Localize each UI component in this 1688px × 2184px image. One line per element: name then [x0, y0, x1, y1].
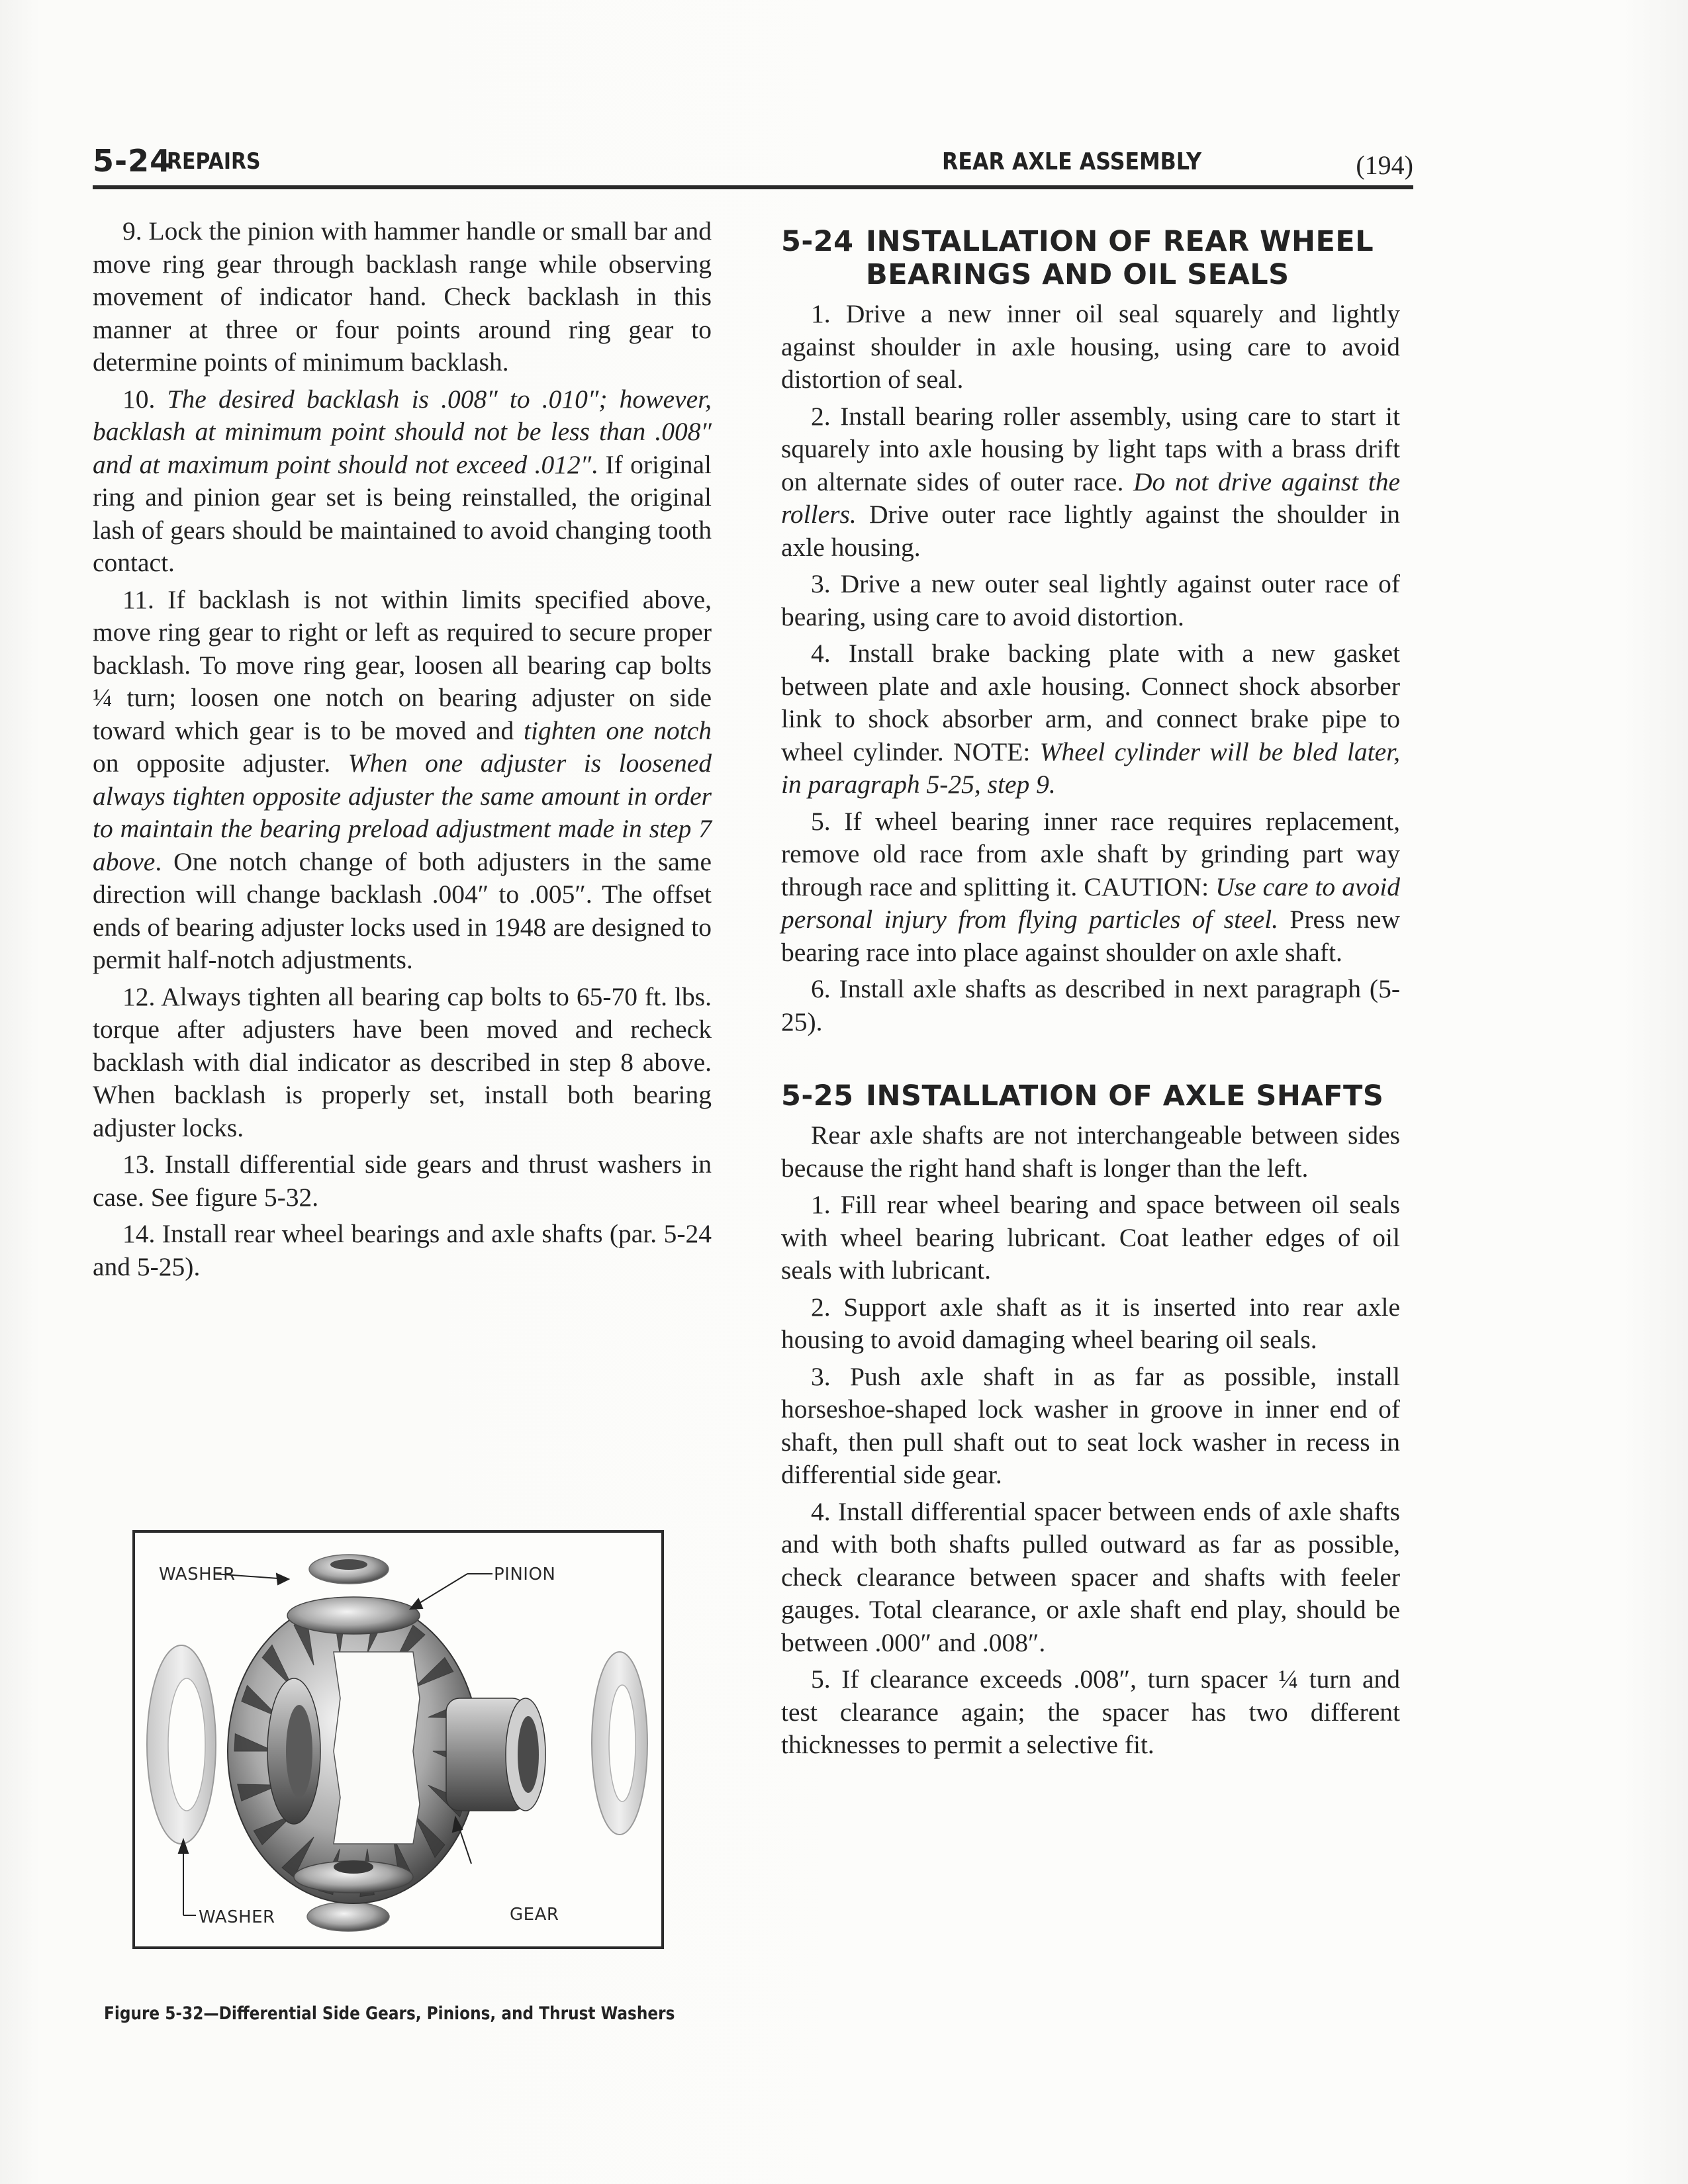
- step-paragraph: [93, 215, 712, 379]
- step-number: 5.: [811, 806, 831, 836]
- section-heading-5-25: [781, 1079, 1400, 1113]
- label-gear: GEAR: [510, 1905, 559, 1925]
- step-number: 1.: [811, 1190, 831, 1219]
- body-text: If clearance exceeds .008″, turn spacer ¼ turn and test clearance again; the spacer has two different thicknesses to permit a selective fit.: [781, 1664, 1400, 1759]
- body-text: Drive a new inner oil seal squarely and lightly against shoulder in axle housing, using care to avoid distortion of seal.: [781, 299, 1400, 394]
- step-paragraph: [781, 1361, 1400, 1492]
- body-text: If wheel bearing inner race requires replacement, remove old race from axle shaft by grinding part way through race and splitting it. CAUTION:: [781, 806, 1400, 901]
- step-paragraph: [781, 568, 1400, 633]
- figure-differential-gears: [132, 1530, 664, 1949]
- body-text: Install axle shafts as described in next paragraph (5-25).: [781, 974, 1400, 1036]
- step-number: 3.: [811, 569, 831, 598]
- emphasis-text: Do not drive against the rollers.: [781, 467, 1400, 529]
- body-text: Install bearing roller assembly, using care to start it squarely into axle housing by light taps with a brass drift on alternate sides of outer race.: [781, 401, 1400, 496]
- arrow-head: [277, 1574, 289, 1584]
- body-text: . One notch change of both adjusters in the same direction will change backlash .004″ to .005″. The offset ends of bearing adjuster locks used in 1948 are designed to permit half-notch adjustments.: [93, 846, 712, 974]
- body-text: Drive a new outer seal lightly against outer race of bearing, using care to avoid distortion.: [781, 569, 1400, 631]
- step-number: 9.: [122, 216, 142, 246]
- emphasis-text: Use care to avoid personal injury from flying particles of steel.: [781, 872, 1400, 934]
- body-text: Install rear wheel bearings and axle shafts (par. 5-24 and 5-25).: [93, 1219, 712, 1281]
- label-washer-bottom: WASHER: [199, 1907, 275, 1927]
- section-title-line-1: INSTALLATION OF AXLE SHAFTS: [866, 1079, 1384, 1113]
- body-text: Push axle shaft in as far as possible, install horseshoe-shaped lock washer in groove in inner end of shaft, then pull shaft out to seat lock washer in recess in differential side gear.: [781, 1361, 1400, 1489]
- pinion-washer-top: [309, 1555, 389, 1584]
- pinion-washer-bottom: [307, 1902, 389, 1931]
- step-paragraph: [781, 1189, 1400, 1287]
- body-text: Lock the pinion with hammer handle or small bar and move ring gear through backlash range while observing movement of indicator hand. Check backlash in this manner at three or four points around ring gear to determine points of minimum backlash.: [93, 216, 712, 377]
- section-number: 5-24: [781, 225, 854, 258]
- header-topic-title: REAR AXLE ASSEMBLY: [942, 148, 1202, 175]
- step-number: 2.: [811, 1292, 831, 1322]
- arrow-head: [410, 1599, 422, 1609]
- intro-paragraph: Rear axle shafts are not interchangeable between sides because the right hand shaft is longer than the left.: [781, 1120, 1400, 1183]
- body-text: Drive outer race lightly against the shoulder in axle housing.: [781, 500, 1400, 562]
- step-paragraph: [781, 1291, 1400, 1357]
- header-section-number: 5-24: [93, 143, 172, 179]
- step-number: 4.: [811, 1496, 831, 1526]
- section-title-line-1: INSTALLATION OF REAR WHEEL: [866, 225, 1374, 258]
- step-paragraph: [781, 400, 1400, 565]
- step-paragraph: [781, 805, 1400, 970]
- figure-caption: Figure 5-32—Differential Side Gears, Pinions, and Thrust Washers: [104, 2003, 675, 2024]
- running-header: [93, 139, 1413, 189]
- thrust-washer-left: [147, 1645, 216, 1844]
- step-paragraph: [781, 1496, 1400, 1660]
- step-number: 13.: [122, 1150, 156, 1179]
- differential-illustration: [135, 1533, 661, 1946]
- step-number: 4.: [811, 639, 831, 668]
- step-paragraph: [781, 298, 1400, 396]
- step-number: 14.: [122, 1219, 156, 1248]
- body-text: Install differential spacer between ends of axle shafts and with both shafts pulled outward as far as possible, check clearance between spacer and shafts with feeler gauges. Total clearance, or axle shaft end play, should be between .000″ and .008″.: [781, 1496, 1400, 1657]
- label-washer-top: WASHER: [159, 1565, 236, 1584]
- section-number: 5-25: [781, 1079, 854, 1113]
- left-column: [93, 215, 712, 1287]
- step-number: 12.: [122, 981, 156, 1011]
- emphasis-text: Wheel cylinder will be bled later, in paragraph 5-25, step 9.: [781, 737, 1400, 799]
- step-paragraph: [93, 1218, 712, 1283]
- body-text: on opposite adjuster.: [93, 749, 348, 778]
- body-text: If backlash is not within limits specified above, move ring gear to right or left as required to secure proper backlash. To move ring gear, loosen all bearing cap bolts ¼ turn; loosen one notch on bearing adjuster on side toward which gear is to be moved and: [93, 584, 712, 745]
- label-pinion: PINION: [494, 1565, 556, 1584]
- step-number: 11.: [122, 584, 154, 614]
- body-text: Fill rear wheel bearing and space between oil seals with wheel bearing lubricant. Coat leather edges of oil seals with lubricant.: [781, 1190, 1400, 1285]
- step-paragraph: [93, 383, 712, 580]
- step-paragraph: [781, 973, 1400, 1038]
- emphasis-text: When one adjuster is loosened always tighten opposite adjuster the same amount in order to maintain the bearing preload adjustment made in step 7 above: [93, 749, 712, 876]
- step-number: 5.: [811, 1664, 831, 1694]
- section-title-line-2: BEARINGS AND OIL SEALS: [866, 258, 1289, 291]
- header-chapter-title: REPAIRS: [167, 148, 261, 175]
- emphasis-text: The desired backlash is .008″ to .010″; however, backlash at minimum point should not be less than .008″ and at maximum point should not exceed .012″: [93, 384, 712, 479]
- step-paragraph: [781, 1663, 1400, 1762]
- step-number: 2.: [811, 401, 831, 431]
- body-text: Support axle shaft as it is inserted into rear axle housing to avoid damaging wheel bearing oil seals.: [781, 1292, 1400, 1354]
- right-column: [781, 225, 1400, 1766]
- emphasis-text: tighten one notch: [524, 715, 712, 745]
- step-paragraph: [93, 981, 712, 1145]
- step-number: 1.: [811, 299, 831, 328]
- body-text: . If original ring and pinion gear set is being reinstalled, the original lash of gears should be maintained to avoid changing tooth contact.: [93, 449, 712, 577]
- body-text: Install brake backing plate with a new gasket between plate and axle housing. Connect shock absorber link to shock absorber arm, and connect brake pipe to wheel cylinder. NOTE:: [781, 639, 1400, 766]
- header-page-number: (194): [1356, 150, 1413, 180]
- side-gear-assembly: [228, 1597, 545, 1903]
- body-text: Press new bearing race into place against shoulder on axle shaft.: [781, 905, 1400, 967]
- step-number: 6.: [811, 974, 831, 1003]
- step-paragraph: [93, 1148, 712, 1214]
- section-heading-5-24: [781, 225, 1400, 291]
- body-text: Install differential side gears and thrust washers in case. See figure 5-32.: [93, 1150, 712, 1212]
- step-number: 10.: [122, 384, 156, 414]
- step-number: 3.: [811, 1361, 831, 1391]
- thrust-washer-right: [592, 1652, 647, 1835]
- step-paragraph: [93, 584, 712, 977]
- step-paragraph: [781, 637, 1400, 801]
- body-text: Always tighten all bearing cap bolts to 65-70 ft. lbs. torque after adjusters have been moved and recheck backlash with dial indicator as described in step 8 above. When backlash is properly set, install both bearing adjuster locks.: [93, 981, 712, 1142]
